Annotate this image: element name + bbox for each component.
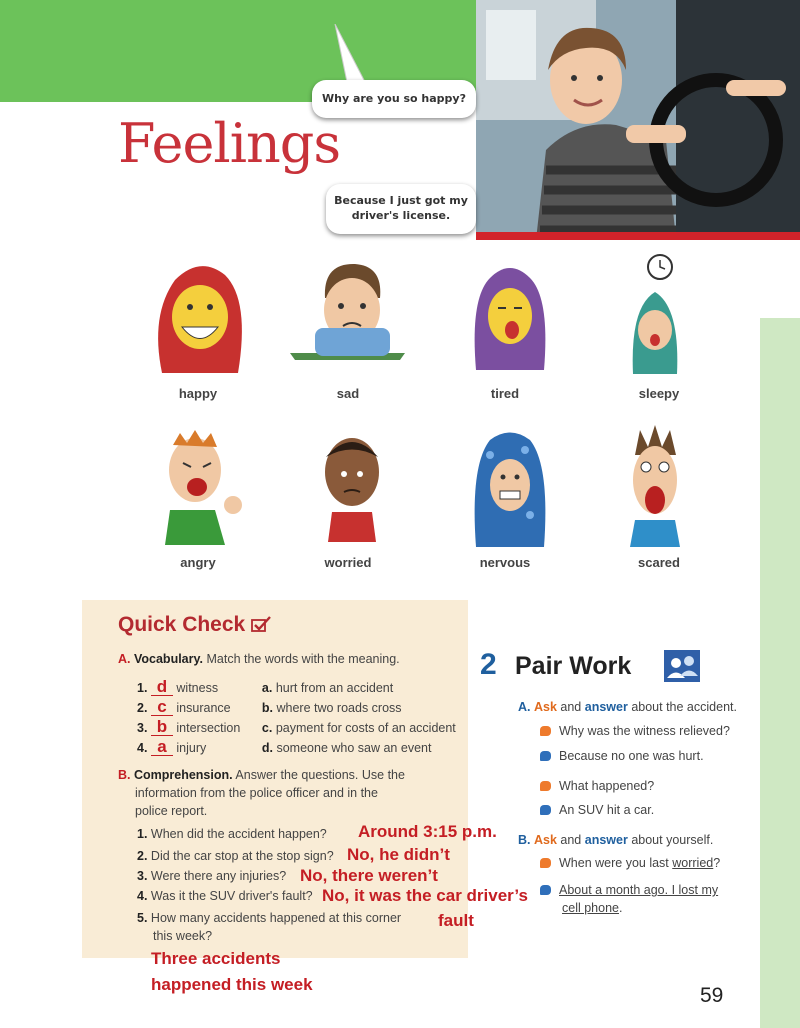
- dialog-line: [540, 803, 654, 817]
- vocab-word: injury: [176, 741, 207, 755]
- answer-4: No, it was the car driver’s: [322, 886, 528, 905]
- vocab-instruction: [118, 652, 400, 666]
- dialog-line: [540, 724, 730, 738]
- vocab-word: insurance: [176, 701, 231, 715]
- q-text: Were there any injuries?: [150, 869, 287, 883]
- meaning-text: payment for costs of an accident: [275, 721, 456, 735]
- answer-5-line-1: Three accidents: [151, 949, 281, 968]
- meaning-letter: a.: [261, 681, 273, 695]
- orange-speech-icon: [540, 858, 551, 868]
- sleepy-face-icon: [625, 252, 685, 377]
- label-tired: tired: [490, 386, 520, 401]
- comp-instruction-3: police report.: [135, 804, 208, 818]
- answer-4-cont: fault: [438, 911, 474, 930]
- q-num: 1.: [137, 827, 148, 841]
- vocab-row: [137, 698, 456, 718]
- q-text: Was it the SUV driver's fault?: [150, 889, 313, 903]
- vocab-row: [137, 718, 456, 738]
- label-worried: worried: [324, 555, 372, 570]
- driver-photo: [476, 0, 800, 240]
- quick-check-title: [118, 613, 273, 637]
- meaning-text: someone who saw an event: [276, 741, 432, 755]
- vocab-answer[interactable]: a: [151, 739, 173, 756]
- pair-a-answer: answer: [584, 700, 628, 714]
- side-strip: [760, 318, 800, 1028]
- pair-b-letter: B.: [518, 833, 531, 847]
- pair-a-rest: about the accident.: [631, 700, 737, 714]
- answer-line-2: driver's license.: [351, 209, 451, 222]
- label-nervous: nervous: [479, 555, 531, 570]
- label-sleepy: sleepy: [638, 386, 680, 401]
- vocab-num: 2.: [137, 701, 148, 715]
- vocab-num: 3.: [137, 721, 148, 735]
- vocab-heading: Vocabulary.: [133, 652, 203, 666]
- meaning-letter: b.: [261, 701, 273, 715]
- pair-icon: [664, 650, 700, 682]
- q-text: When did the accident happen?: [150, 827, 327, 841]
- question-5: [137, 909, 401, 945]
- vocab-answer[interactable]: c: [151, 699, 173, 716]
- scared-face-icon: [620, 425, 690, 550]
- angry-face-icon: [145, 425, 245, 550]
- page-title: Feelings: [118, 112, 341, 175]
- answer-3: No, there weren’t: [300, 866, 438, 885]
- answer-bubble: [326, 184, 476, 234]
- dialog-line: [540, 749, 704, 763]
- label-sad: sad: [336, 386, 360, 401]
- q-text: How many accidents happened at this corner: [150, 911, 402, 925]
- question-3: [137, 869, 286, 883]
- comp-instruction-1: Answer the questions. Use the: [235, 768, 405, 782]
- dialog-underlined-word: worried: [672, 856, 714, 870]
- question-4: [137, 889, 313, 903]
- pair-b-answer: answer: [584, 833, 628, 847]
- pair-a-and: and: [560, 700, 582, 714]
- vocab-answer[interactable]: b: [151, 719, 173, 736]
- dialog-text-end: ?: [713, 856, 721, 870]
- meaning-text: hurt from an accident: [275, 681, 394, 695]
- orange-speech-icon: [540, 781, 551, 791]
- vocab-row: [137, 738, 456, 758]
- pair-b-ask: Ask: [533, 833, 557, 847]
- q-text: Did the car stop at the stop sign?: [150, 849, 334, 863]
- dialog-text: Why was the witness relieved?: [559, 724, 730, 738]
- sad-face-icon: [285, 258, 410, 363]
- comprehension-instruction: [118, 766, 405, 820]
- vocab-list: [137, 678, 456, 758]
- pair-work-title: Pair Work: [515, 652, 632, 680]
- pair-a-ask: Ask: [533, 700, 557, 714]
- dialog-line: [540, 779, 654, 793]
- comp-heading: Comprehension.: [133, 768, 233, 782]
- answer-1: Around 3:15 p.m.: [358, 822, 497, 841]
- dialog-text-end: .: [619, 901, 623, 915]
- label-angry: angry: [180, 555, 216, 570]
- nervous-face-icon: [470, 425, 550, 550]
- answer-5: [151, 946, 313, 998]
- answer-2: No, he didn’t: [347, 845, 450, 864]
- comp-letter: B.: [118, 768, 131, 782]
- label-happy: happy: [178, 386, 218, 401]
- meaning-letter: c.: [261, 721, 273, 735]
- q-num: 3.: [137, 869, 148, 883]
- question-2: [137, 849, 334, 863]
- dialog-line: [540, 856, 720, 870]
- answer-line-1: Because I just got my: [334, 194, 468, 207]
- vocab-word: witness: [176, 681, 219, 695]
- dialog-text: An SUV hit a car.: [559, 803, 655, 817]
- dialog-line: [540, 881, 718, 917]
- vocab-instruction-text: Match the words with the meaning.: [206, 652, 400, 666]
- worried-face-icon: [320, 432, 385, 547]
- photo-red-rule: [476, 232, 800, 240]
- dialog-text: When were you last: [559, 856, 673, 870]
- page-number: 59: [700, 984, 724, 1007]
- dialog-text: About a month ago. I lost my: [559, 883, 719, 897]
- meaning-letter: d.: [261, 741, 273, 755]
- vocab-answer[interactable]: d: [151, 679, 173, 696]
- orange-speech-icon: [540, 726, 551, 736]
- question-text: Why are you so happy?: [322, 92, 466, 105]
- pair-work-number: 2: [480, 648, 497, 681]
- tired-face-icon: [470, 258, 550, 373]
- pair-b-and: and: [560, 833, 582, 847]
- q-text-2: this week?: [153, 929, 213, 943]
- dialog-text: What happened?: [559, 779, 655, 793]
- quick-check-title-text: Quick Check: [118, 613, 246, 636]
- vocab-num: 4.: [137, 741, 148, 755]
- q-num: 4.: [137, 889, 148, 903]
- pair-a-instruction: [518, 700, 737, 714]
- vocab-num: 1.: [137, 681, 148, 695]
- answer-5-line-2: happened this week: [151, 975, 313, 994]
- happy-face-icon: [150, 255, 250, 375]
- vocab-letter: A.: [118, 652, 131, 666]
- dialog-text-2: cell phone: [562, 901, 619, 915]
- meaning-text: where two roads cross: [276, 701, 402, 715]
- comp-instruction-2: information from the police officer and in the: [135, 786, 378, 800]
- blue-speech-icon: [540, 805, 551, 815]
- vocab-row: [137, 678, 456, 698]
- question-1: [137, 827, 327, 841]
- pair-b-rest: about yourself.: [631, 833, 714, 847]
- q-num: 2.: [137, 849, 148, 863]
- checkmark-icon: [251, 616, 273, 632]
- blue-speech-icon: [540, 885, 551, 895]
- pair-a-letter: A.: [518, 700, 531, 714]
- label-scared: scared: [638, 555, 680, 570]
- vocab-word: intersection: [176, 721, 241, 735]
- q-num: 5.: [137, 911, 148, 925]
- dialog-text: Because no one was hurt.: [559, 749, 704, 763]
- pair-b-instruction: [518, 833, 713, 847]
- blue-speech-icon: [540, 751, 551, 761]
